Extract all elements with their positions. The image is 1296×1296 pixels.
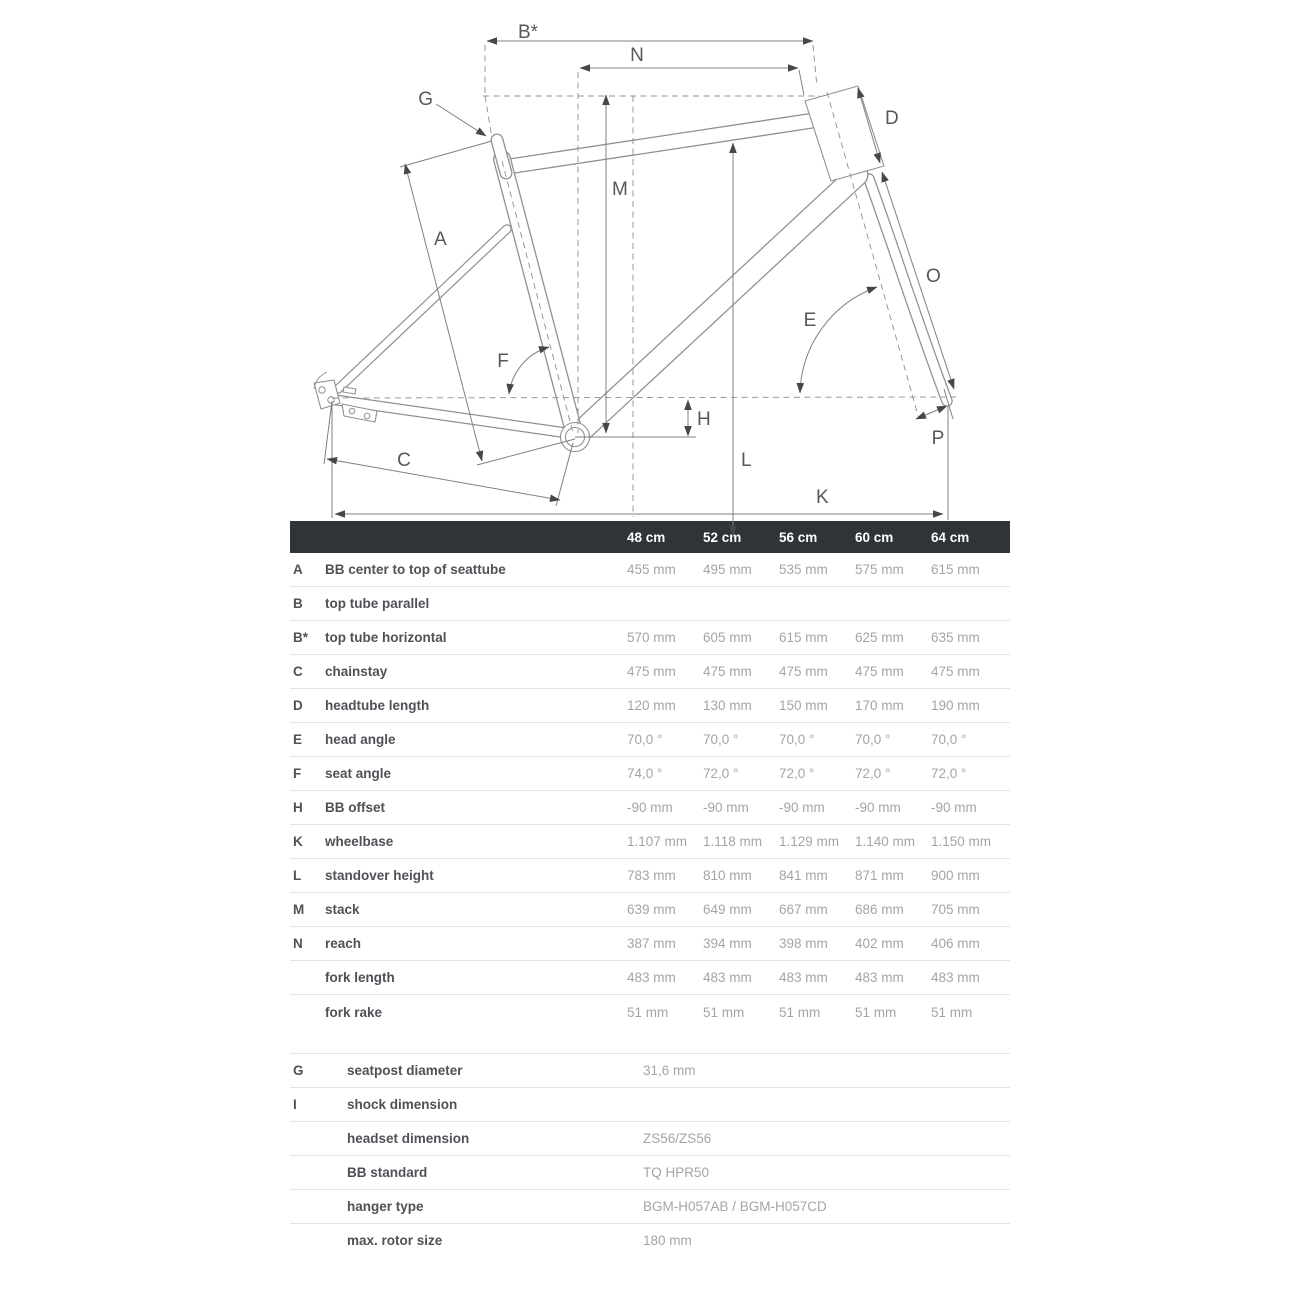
row-value: 1.150 mm (931, 834, 992, 849)
row-name: max. rotor size (347, 1233, 443, 1248)
row-name: seat angle (325, 766, 392, 781)
table-row (290, 825, 1010, 859)
table-row (290, 757, 1010, 791)
row-value: 70,0 ° (855, 732, 891, 747)
seat-tube-axis (502, 161, 573, 433)
table-row (290, 587, 1010, 621)
table-row (290, 961, 1010, 995)
table-row (290, 655, 1010, 689)
row-letter: A (293, 562, 303, 577)
row-value: 70,0 ° (779, 732, 815, 747)
row-value: 475 mm (627, 664, 676, 679)
size-header-row (290, 521, 1010, 553)
row-value: 667 mm (779, 902, 828, 917)
spec-rows (290, 1053, 1010, 1257)
row-letter: B (293, 596, 303, 611)
row-name: top tube horizontal (325, 630, 447, 645)
dim-label-a: A (434, 229, 447, 250)
row-value: 72,0 ° (931, 766, 967, 781)
row-letter: C (293, 664, 303, 679)
head-tube (805, 86, 884, 181)
row-value: ZS56/ZS56 (643, 1131, 712, 1146)
size-column-header: 52 cm (703, 529, 742, 545)
dim-label-c: C (397, 450, 411, 471)
dim-label-n: N (630, 45, 644, 66)
row-value: BGM-H057AB / BGM-H057CD (643, 1199, 827, 1214)
row-letter: D (293, 698, 303, 713)
table-row (290, 893, 1010, 927)
row-value: 575 mm (855, 562, 904, 577)
row-value: 705 mm (931, 902, 980, 917)
dim-label-f: F (497, 351, 509, 372)
row-value: 51 mm (779, 1004, 821, 1020)
row-value: 605 mm (703, 630, 752, 645)
row-value: 649 mm (703, 902, 752, 917)
row-name: BB standard (347, 1165, 428, 1180)
row-value: 483 mm (627, 970, 676, 985)
dim-label-m: M (612, 179, 628, 200)
row-letter: F (293, 766, 302, 781)
spec-row (290, 1223, 1010, 1257)
dim-label-d: D (885, 108, 899, 129)
bike-geometry-diagram (0, 0, 1296, 560)
row-value: 130 mm (703, 698, 752, 713)
row-letter: K (293, 834, 303, 849)
row-letter: H (293, 800, 303, 815)
row-name: headset dimension (347, 1131, 470, 1146)
row-value: -90 mm (703, 800, 749, 815)
row-name: wheelbase (325, 834, 394, 849)
dim-label-p: P (931, 428, 945, 449)
dim-label-o: O (926, 266, 941, 287)
row-name: seatpost diameter (347, 1063, 463, 1078)
dim-label-b-star: B* (517, 22, 539, 43)
row-value: 483 mm (931, 970, 980, 985)
row-value: 70,0 ° (703, 732, 739, 747)
row-value: 74,0 ° (627, 766, 663, 781)
table-row (290, 927, 1010, 961)
row-value: -90 mm (855, 800, 901, 815)
dim-fork-length (882, 172, 954, 389)
row-value: -90 mm (931, 800, 977, 815)
table-row (290, 791, 1010, 825)
row-value: 1.107 mm (627, 834, 688, 849)
row-value: 570 mm (627, 630, 676, 645)
row-value: 810 mm (703, 868, 752, 883)
row-value: -90 mm (779, 800, 825, 815)
row-value: 475 mm (779, 664, 828, 679)
spec-row (290, 1189, 1010, 1223)
bottom-bracket (561, 423, 590, 452)
size-column-header: 60 cm (855, 529, 894, 545)
dim-label-l: L (741, 450, 752, 471)
row-value: 483 mm (855, 970, 904, 985)
row-name: standover height (325, 868, 434, 883)
row-value: 635 mm (931, 630, 980, 645)
row-letter: L (293, 868, 302, 883)
dim-seat-angle (509, 347, 549, 394)
rear-dropout (314, 380, 340, 409)
row-value: 1.129 mm (779, 834, 840, 849)
geometry-table (290, 521, 1010, 1257)
row-value: 475 mm (931, 664, 980, 679)
row-name: top tube parallel (325, 596, 430, 611)
row-name: headtube length (325, 698, 430, 713)
row-name: hanger type (347, 1199, 424, 1214)
table-row (290, 621, 1010, 655)
row-letter: I (293, 1097, 297, 1112)
row-value: 51 mm (703, 1004, 745, 1020)
dim-label-e: E (803, 310, 817, 331)
row-value: 475 mm (855, 664, 904, 679)
row-name: BB center to top of seattube (325, 562, 506, 577)
row-value: 72,0 ° (855, 766, 891, 781)
row-name: reach (325, 936, 362, 951)
row-value: 31,6 mm (643, 1063, 696, 1078)
leader-seatpost (436, 104, 486, 136)
spec-row (290, 1155, 1010, 1189)
row-value: 406 mm (931, 936, 980, 951)
row-value: 483 mm (703, 970, 752, 985)
dim-head-angle (800, 287, 877, 393)
row-value: 483 mm (779, 970, 828, 985)
row-value: 615 mm (931, 562, 980, 577)
row-letter: B* (293, 630, 309, 645)
row-value: 51 mm (855, 1004, 897, 1020)
row-value: 387 mm (627, 936, 676, 951)
row-value: 72,0 ° (779, 766, 815, 781)
row-value: 70,0 ° (931, 732, 967, 747)
row-value: 120 mm (627, 698, 676, 713)
row-name: stack (325, 902, 360, 917)
dim-fork-rake (916, 406, 947, 419)
size-column-header: 56 cm (779, 529, 818, 545)
row-value: 1.140 mm (855, 834, 916, 849)
row-value: 871 mm (855, 868, 904, 883)
row-name: fork length (325, 970, 395, 985)
row-value: 402 mm (855, 936, 904, 951)
row-value: 686 mm (855, 902, 904, 917)
row-value: -90 mm (627, 800, 673, 815)
table-row (290, 553, 1010, 587)
dim-label-k: K (816, 487, 829, 508)
row-value: 70,0 ° (627, 732, 663, 747)
row-value: 455 mm (627, 562, 676, 577)
steering-axis (827, 92, 919, 419)
dimension-lines (324, 22, 954, 536)
table-row (290, 995, 1010, 1029)
row-value: 900 mm (931, 868, 980, 883)
chainstay-bracket (342, 404, 377, 422)
row-value: 51 mm (931, 1004, 973, 1020)
row-name: shock dimension (347, 1097, 458, 1112)
row-letter: G (293, 1063, 304, 1078)
row-value: 625 mm (855, 630, 904, 645)
row-name: BB offset (325, 800, 385, 815)
spec-row (290, 1087, 1010, 1121)
row-letter: E (293, 732, 303, 747)
row-name: chainstay (325, 664, 388, 679)
row-value: 180 mm (643, 1233, 692, 1248)
row-value: TQ HPR50 (643, 1165, 710, 1180)
row-value: 535 mm (779, 562, 828, 577)
size-column-header: 64 cm (931, 529, 970, 545)
dim-label-h: H (697, 409, 711, 430)
construction-lines (332, 45, 956, 517)
row-value: 150 mm (779, 698, 828, 713)
row-letter: M (293, 902, 305, 917)
row-value: 51 mm (627, 1004, 669, 1020)
dim-seattube (405, 164, 482, 461)
geometry-rows (290, 553, 1010, 1029)
row-value: 398 mm (779, 936, 828, 951)
row-value: 1.118 mm (703, 834, 763, 849)
row-letter: N (293, 936, 303, 951)
spec-row (290, 1053, 1010, 1087)
row-value: 394 mm (703, 936, 752, 951)
frame-drawing (314, 86, 947, 452)
row-value: 190 mm (931, 698, 980, 713)
dim-chainstay (327, 459, 560, 500)
size-column-header: 48 cm (627, 529, 666, 545)
row-name: head angle (325, 732, 396, 747)
row-value: 639 mm (627, 902, 676, 917)
spec-row (290, 1121, 1010, 1155)
row-value: 783 mm (627, 868, 676, 883)
dim-headtube (858, 88, 880, 163)
row-value: 72,0 ° (703, 766, 739, 781)
table-row (290, 723, 1010, 757)
row-name: fork rake (325, 1004, 383, 1020)
dim-label-g: G (418, 89, 433, 110)
row-value: 615 mm (779, 630, 828, 645)
row-value: 170 mm (855, 698, 904, 713)
table-row (290, 859, 1010, 893)
row-value: 495 mm (703, 562, 752, 577)
row-value: 475 mm (703, 664, 752, 679)
table-row (290, 689, 1010, 723)
row-value: 841 mm (779, 868, 828, 883)
